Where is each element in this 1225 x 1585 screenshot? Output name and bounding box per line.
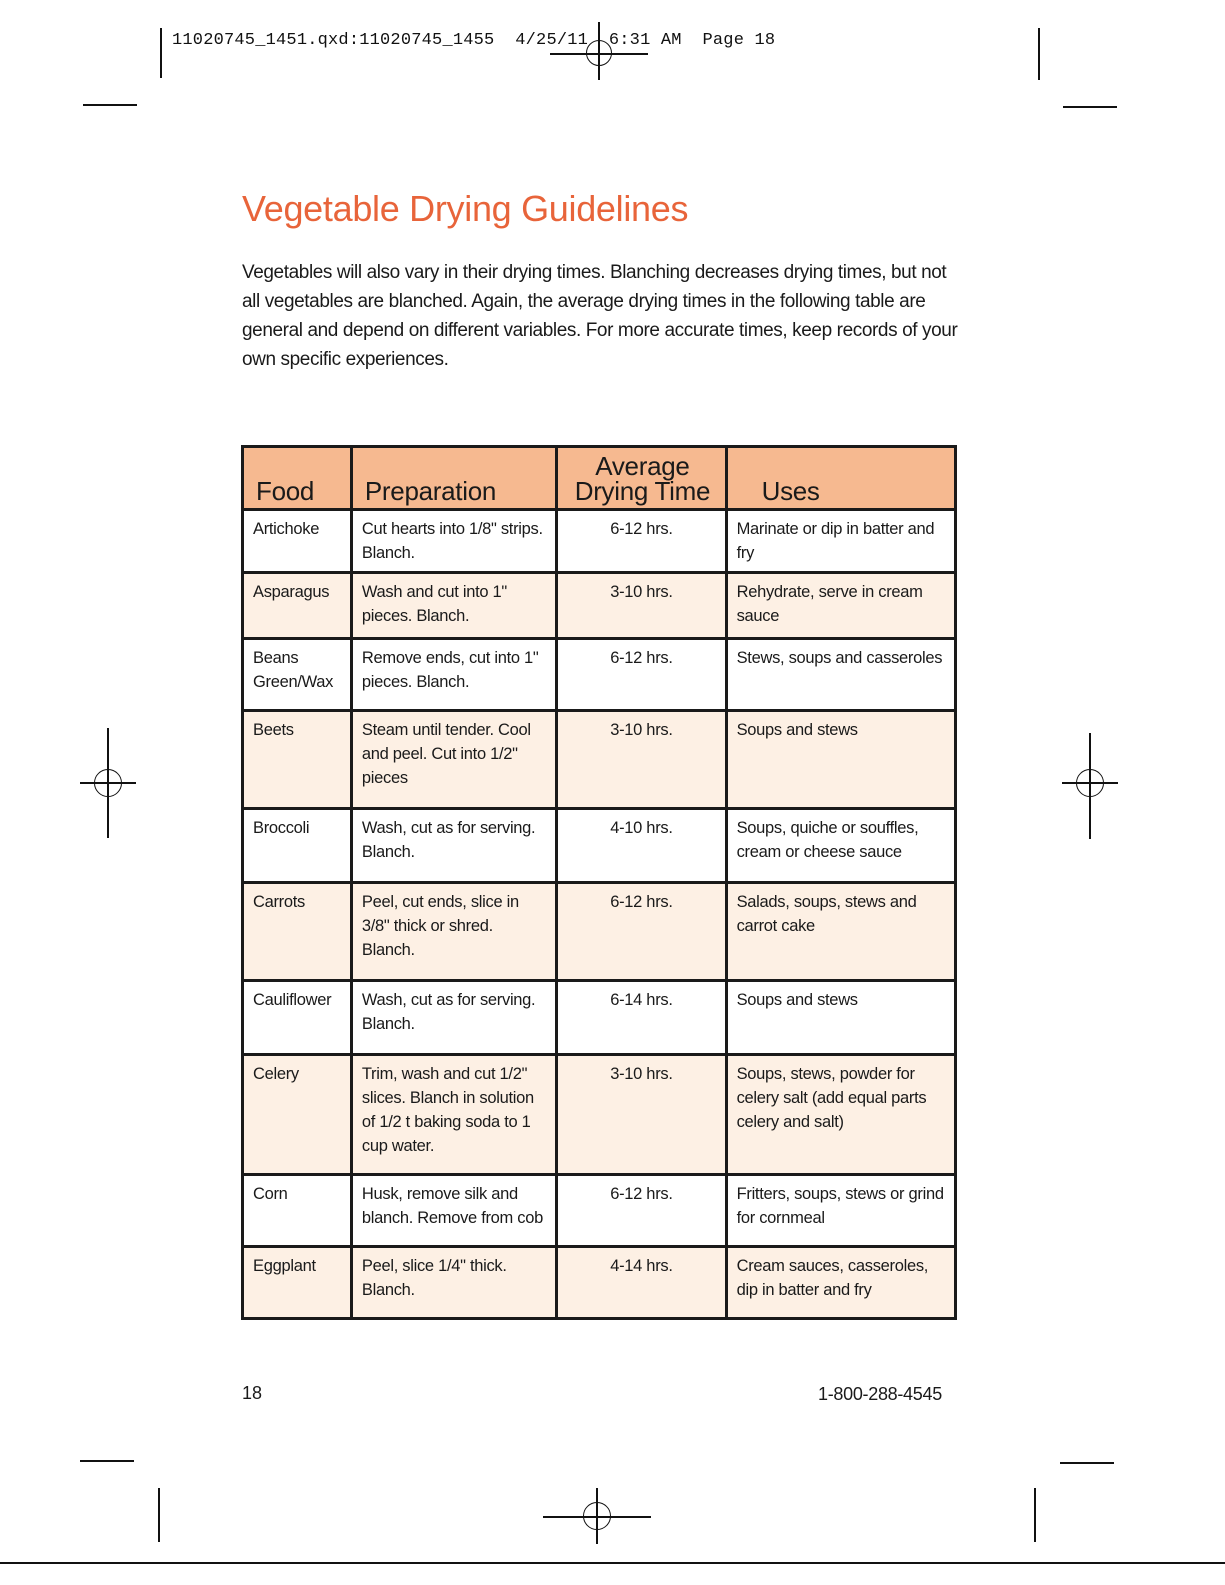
table-row (243, 883, 956, 981)
cell-food: Corn (243, 1175, 352, 1247)
cell-drying-time: 6-12 hrs. (557, 883, 726, 981)
header-preparation: Preparation (351, 447, 556, 510)
table-row (243, 510, 956, 573)
trim-mark-top-right-vertical (1038, 28, 1040, 80)
cell-drying-time: 4-10 hrs. (557, 809, 726, 883)
table-row (243, 809, 956, 883)
phone-number: 1-800-288-4545 (818, 1384, 942, 1404)
cell-drying-time: 6-12 hrs. (557, 510, 726, 573)
print-slug: 11020745_1451.qxd:11020745_1455 4/25/11 6:31 AM Page 18 (172, 31, 776, 50)
table-row (243, 639, 956, 711)
registration-mark-bottom-icon (543, 1488, 651, 1544)
bottom-edge-rule (0, 1562, 1225, 1564)
cell-food: Beans Green/Wax (243, 639, 352, 711)
table-row (243, 981, 956, 1055)
registration-mark-left-icon (80, 728, 136, 838)
cell-drying-time: 3-10 hrs. (557, 1055, 726, 1175)
cell-preparation: Wash, cut as for serving. Blanch. (351, 981, 556, 1055)
cell-food: Eggplant (243, 1247, 352, 1319)
cell-uses: Soups, stews, powder for celery salt (add equal parts celery and salt) (726, 1055, 955, 1175)
table-header-row (243, 447, 956, 510)
trim-mark-bottom-right-horizontal (1060, 1462, 1114, 1464)
intro-paragraph: Vegetables will also vary in their drying times. Blanching decreases drying times, but not all vegetables are blanched. Again, the average drying times in the following table are general and depend on different variables. For more accurate times, keep records of your own specific experiences. (242, 262, 958, 370)
table-row (243, 573, 956, 639)
trim-mark-top-left-horizontal (83, 104, 137, 106)
header-food: Food (243, 447, 352, 510)
cell-drying-time: 6-12 hrs. (557, 1175, 726, 1247)
cell-drying-time: 6-14 hrs. (557, 981, 726, 1055)
cell-food: Asparagus (243, 573, 352, 639)
cell-preparation: Steam until tender. Cool and peel. Cut into 1/2" pieces (351, 711, 556, 809)
registration-mark-right-icon (1062, 733, 1118, 839)
cell-preparation: Wash, cut as for serving. Blanch. (351, 809, 556, 883)
cell-preparation: Cut hearts into 1/8" strips. Blanch. (351, 510, 556, 573)
vegetable-drying-table (241, 445, 957, 1320)
cell-food: Cauliflower (243, 981, 352, 1055)
cell-drying-time: 3-10 hrs. (557, 573, 726, 639)
cell-uses: Salads, soups, stews and carrot cake (726, 883, 955, 981)
cell-uses: Rehydrate, serve in cream sauce (726, 573, 955, 639)
cell-food: Carrots (243, 883, 352, 981)
cell-food: Beets (243, 711, 352, 809)
trim-mark-bottom-left-vertical (158, 1488, 160, 1542)
page-number: 18 (242, 1383, 263, 1403)
cell-drying-time: 4-14 hrs. (557, 1247, 726, 1319)
cell-uses: Stews, soups and casseroles (726, 639, 955, 711)
header-drying-time (557, 447, 726, 510)
header-uses: Uses (726, 447, 955, 510)
cell-uses: Soups, quiche or souffles, cream or cheese sauce (726, 809, 955, 883)
trim-mark-bottom-left-horizontal (80, 1460, 134, 1462)
cell-uses: Soups and stews (726, 711, 955, 809)
cell-preparation: Remove ends, cut into 1" pieces. Blanch. (351, 639, 556, 711)
cell-preparation: Wash and cut into 1" pieces. Blanch. (351, 573, 556, 639)
header-drying-time-line1: Average (595, 451, 690, 481)
cell-preparation: Husk, remove silk and blanch. Remove from cob (351, 1175, 556, 1247)
cell-preparation: Peel, slice 1/4" thick. Blanch. (351, 1247, 556, 1319)
trim-mark-bottom-right-vertical (1034, 1488, 1036, 1542)
table-row (243, 1055, 956, 1175)
header-drying-time-line2: Drying Time (574, 476, 711, 506)
table-row (243, 1247, 956, 1319)
page-title: Vegetable Drying Guidelines (242, 188, 689, 229)
trim-mark-top-left-vertical (160, 28, 162, 78)
cell-food: Artichoke (243, 510, 352, 573)
cell-food: Broccoli (243, 809, 352, 883)
table-row (243, 1175, 956, 1247)
cell-uses: Marinate or dip in batter and fry (726, 510, 955, 573)
trim-mark-top-right-horizontal (1063, 106, 1117, 108)
cell-food: Celery (243, 1055, 352, 1175)
cell-uses: Cream sauces, casseroles, dip in batter and fry (726, 1247, 955, 1319)
cell-uses: Soups and stews (726, 981, 955, 1055)
cell-drying-time: 6-12 hrs. (557, 639, 726, 711)
cell-uses: Fritters, soups, stews or grind for cornmeal (726, 1175, 955, 1247)
cell-drying-time: 3-10 hrs. (557, 711, 726, 809)
cell-preparation: Peel, cut ends, slice in 3/8" thick or shred. Blanch. (351, 883, 556, 981)
table-row (243, 711, 956, 809)
cell-preparation: Trim, wash and cut 1/2" slices. Blanch in solution of 1/2 t baking soda to 1 cup water. (351, 1055, 556, 1175)
